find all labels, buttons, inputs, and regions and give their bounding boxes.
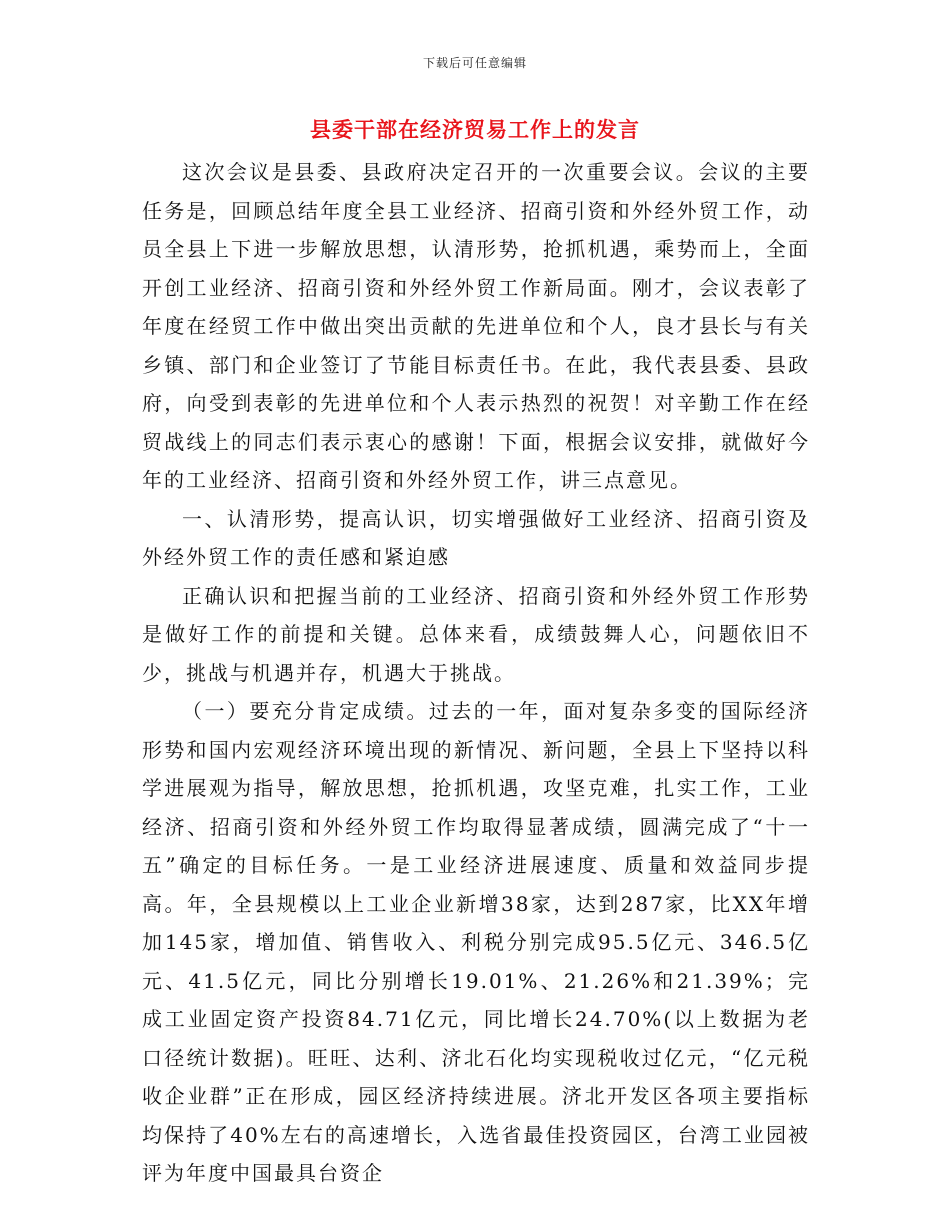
document-body <box>142 153 810 1193</box>
document-title: 县委干部在经济贸易工作上的发言 <box>310 117 640 142</box>
paragraph-situation: 正确认识和把握当前的工业经济、招商引资和外经外贸工作形势是做好工作的前提和关键。总体来看，成绩鼓舞人心，问题依旧不少，挑战与机遇并存，机遇大于挑战。 <box>142 583 810 685</box>
paragraph-achievements: （一）要充分肯定成绩。过去的一年，面对复杂多变的国际经济形势和国内宏观经济环境出现的新情况、新问题，全县上下坚持以科学进展观为指导，解放思想，抢抓机遇，攻坚克难，扎实工作，工业经济、招商引资和外经外贸工作均取得显著成绩，圆满完成了“十一五”确定的目标任务。一是工业经济进展速度、质量和效益同步提高。年，全县规模以上工业企业新增38家，达到287家，比XX年增加145家，增加值、销售收入、利税分别完成95.5亿元、346.5亿元、41.5亿元，同比分别增长19.01%、21.26%和21.39%；完成工业固定资产投资84.71亿元，同比增长24.70%(以上数据为老口径统计数据)。旺旺、达利、济北石化均实现税收过亿元，“亿元税收企业群”正在形成，园区经济持续进展。济北开发区各项主要指标均保持了40%左右的高速增长，入选省最佳投资园区，台湾工业园被评为年度中国最具台资企 <box>142 699 810 1185</box>
paragraph-intro: 这次会议是县委、县政府决定召开的一次重要会议。会议的主要任务是，回顾总结年度全县工业经济、招商引资和外经外贸工作，动员全县上下进一步解放思想，认清形势，抢抓机遇，乘势而上，全面开创工业经济、招商引资和外经外贸工作新局面。刚才，会议表彰了年度在经贸工作中做出突出贡献的先进单位和个人，良才县长与有关乡镇、部门和企业签订了节能目标责任书。在此，我代表县委、县政府，向受到表彰的先进单位和个人表示热烈的祝贺！对辛勤工作在经贸战线上的同志们表示衷心的感谢！下面，根据会议安排，就做好今年的工业经济、招商引资和外经外贸工作，讲三点意见。 <box>142 160 810 492</box>
section-heading-1: 一、认清形势，提高认识，切实增强做好工业经济、招商引资及外经外贸工作的责任感和紧迫感 <box>142 506 810 569</box>
page-header: 下载后可任意编辑 <box>422 56 527 70</box>
